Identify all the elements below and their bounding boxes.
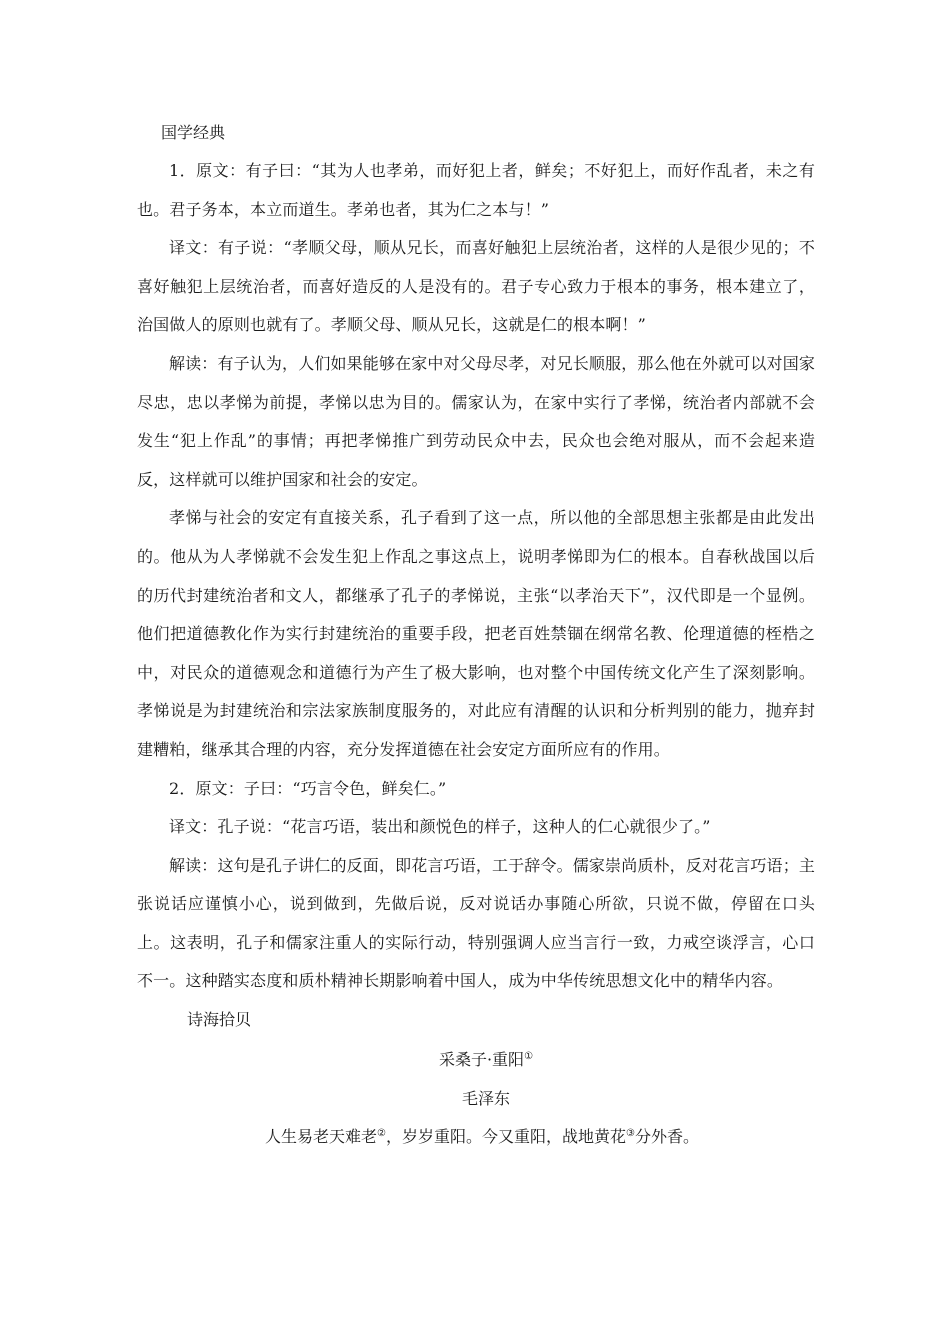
item1-original-text: 1．原文：有子曰：“其为人也孝弟，而好犯上者，鲜矣；不好犯上，而好作乱者，未之有也。君子务本，本立而道生。孝弟也者，其为仁之本与！” [137,161,815,219]
footnote-marker: ② [377,1128,386,1140]
poem-line [137,1118,815,1157]
section-title-guoxue: 国学经典 [161,123,226,142]
section-title-shihai: 诗海拾贝 [187,1010,252,1030]
poem-line-part: 人生易老天难老 [265,1127,378,1147]
poem-title [137,1041,815,1080]
item1-commentary: 孝悌与社会的安定有直接关系，孔子看到了这一点，所以他的全部思想主张都是由此发出的。他从为人孝悌就不会发生犯上作乱之事这点上，说明孝悌即为仁的根本。自春秋战国以后的历代封建统治者和文人，都继承了孔子的孝悌说，主张“以孝治天下”，汉代即是一个显例。他们把道德教化作为实行封建统治的重要手段，把老百姓禁锢在纲常名教、伦理道德的桎梏之中，对民众的道德观念和道德行为产生了极大影响，也对整个中国传统文化产生了深刻影响。孝悌说是为封建统治和宗法家族制度服务的，对此应有清醒的认识和分析判别的能力，抛弃封建糟粕，继承其合理的内容，充分发挥道德在社会安定方面所应有的作用。 [137,508,815,759]
footnote-marker: ① [524,1051,534,1063]
item1-interpretation: 解读：有子认为，人们如果能够在家中对父母尽孝，对兄长顺服，那么他在外就可以对国家尽忠，忠以孝悌为前提，孝悌以忠为目的。儒家认为，在家中实行了孝悌，统治者内部就不会发生“犯上作乱”的事情；再把孝悌推广到劳动民众中去，民众也会绝对服从，而不会起来造反，这样就可以维护国家和社会的安定。 [137,353,816,489]
document-body [137,118,815,1157]
item2-original-text: 2．原文：子曰：“巧言令色，鲜矣仁。” [169,778,447,798]
poem-title-text: 采桑子·重阳 [438,1050,525,1070]
item2-interpretation: 解读：这句是孔子讲仁的反面，即花言巧语，工于辞令。儒家崇尚质朴，反对花言巧语；主张说话应谨慎小心，说到做到，先做后说，反对说话办事随心所欲，只说不做，停留在口头上。这表明，孔子和儒家注重人的实际行动，特别强调人应当言行一致，力戒空谈浮言，心口不一。这种踏实态度和质朴精神长期影响着中国人，成为中华传统思想文化中的精华内容。 [137,855,816,991]
poem-author: 毛泽东 [461,1088,510,1108]
item1-translation: 译文：有子说：“孝顺父母，顺从兄长，而喜好触犯上层统治者，这样的人是很少见的；不喜好触犯上层统治者，而喜好造反的人是没有的。君子专心致力于根本的事务，根本建立了，治国做人的原则也就有了。孝顺父母、顺从兄长，这就是仁的根本啊！” [137,238,815,335]
footnote-marker: ③ [626,1128,635,1140]
poem-line-part: 分外香。 [634,1127,699,1147]
poem-line-part: ，岁岁重阳。今又重阳，战地黄花 [385,1127,626,1147]
item2-translation: 译文：孔子说：“花言巧语，装出和颜悦色的样子，这种人的仁心就很少了。” [169,817,711,837]
